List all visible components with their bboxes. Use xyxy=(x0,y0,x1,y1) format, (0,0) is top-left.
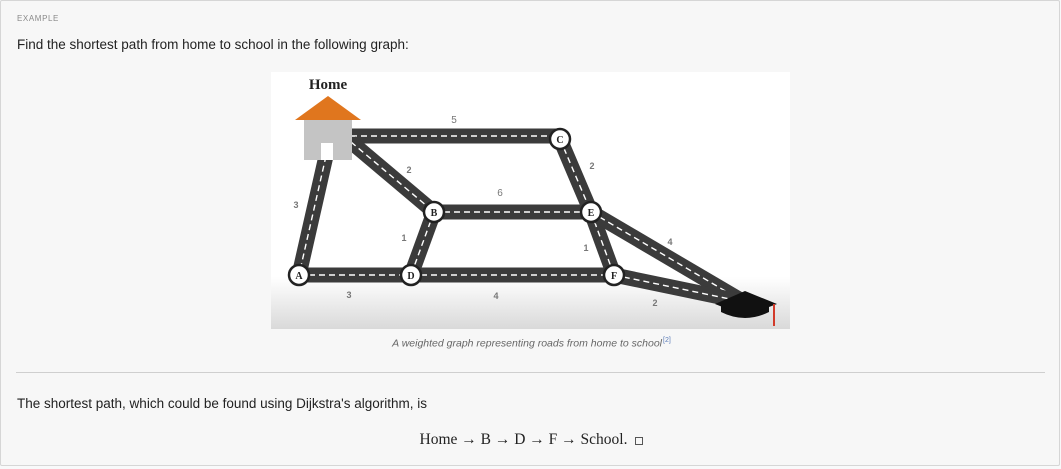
divider xyxy=(16,372,1045,373)
weight-e-f: 1 xyxy=(583,243,589,253)
weight-a-d: 3 xyxy=(346,290,352,300)
node-f-label: F xyxy=(610,271,618,282)
weight-d-f: 4 xyxy=(493,291,499,301)
node-e xyxy=(581,202,601,222)
answer-path xyxy=(1,431,1061,449)
node-c-label: C xyxy=(556,135,564,146)
home-house-icon xyxy=(295,96,361,160)
weight-e-school: 4 xyxy=(667,237,673,247)
road-c-e xyxy=(560,139,591,212)
weight-c-e: 2 xyxy=(589,161,595,171)
figure-caption xyxy=(1,337,1061,350)
node-d-label: D xyxy=(407,271,415,282)
answer-path-text: Home → B → D → F → School. xyxy=(419,431,628,448)
node-f xyxy=(604,265,624,285)
node-b xyxy=(424,202,444,222)
weight-f-school: 2 xyxy=(652,298,658,308)
node-d xyxy=(401,265,421,285)
road-home-b xyxy=(351,142,434,212)
graph-diagram xyxy=(271,72,790,329)
road-home-a xyxy=(299,156,326,275)
answer-intro: The shortest path, which could be found using Dijkstra's algorithm, is xyxy=(17,396,428,411)
weight-b-d: 1 xyxy=(401,233,407,243)
weight-home-a: 3 xyxy=(293,200,299,210)
node-a-label: A xyxy=(295,271,303,282)
weight-home-c: 5 xyxy=(451,115,457,126)
graph-figure xyxy=(271,72,790,329)
problem-prompt: Find the shortest path from home to school in the following graph: xyxy=(17,37,409,52)
home-label: Home xyxy=(308,77,348,93)
qed-square-icon xyxy=(635,437,643,445)
node-c xyxy=(550,129,570,149)
caption-reference-link[interactable]: [2] xyxy=(663,337,671,344)
caption-text: A weighted graph representing roads from home to school xyxy=(392,337,663,350)
weight-home-b: 2 xyxy=(406,165,412,175)
node-a xyxy=(289,265,309,285)
weight-b-e: 6 xyxy=(497,188,503,199)
node-e-label: E xyxy=(587,208,595,219)
section-label: EXAMPLE xyxy=(17,14,59,23)
node-b-label: B xyxy=(430,208,438,219)
